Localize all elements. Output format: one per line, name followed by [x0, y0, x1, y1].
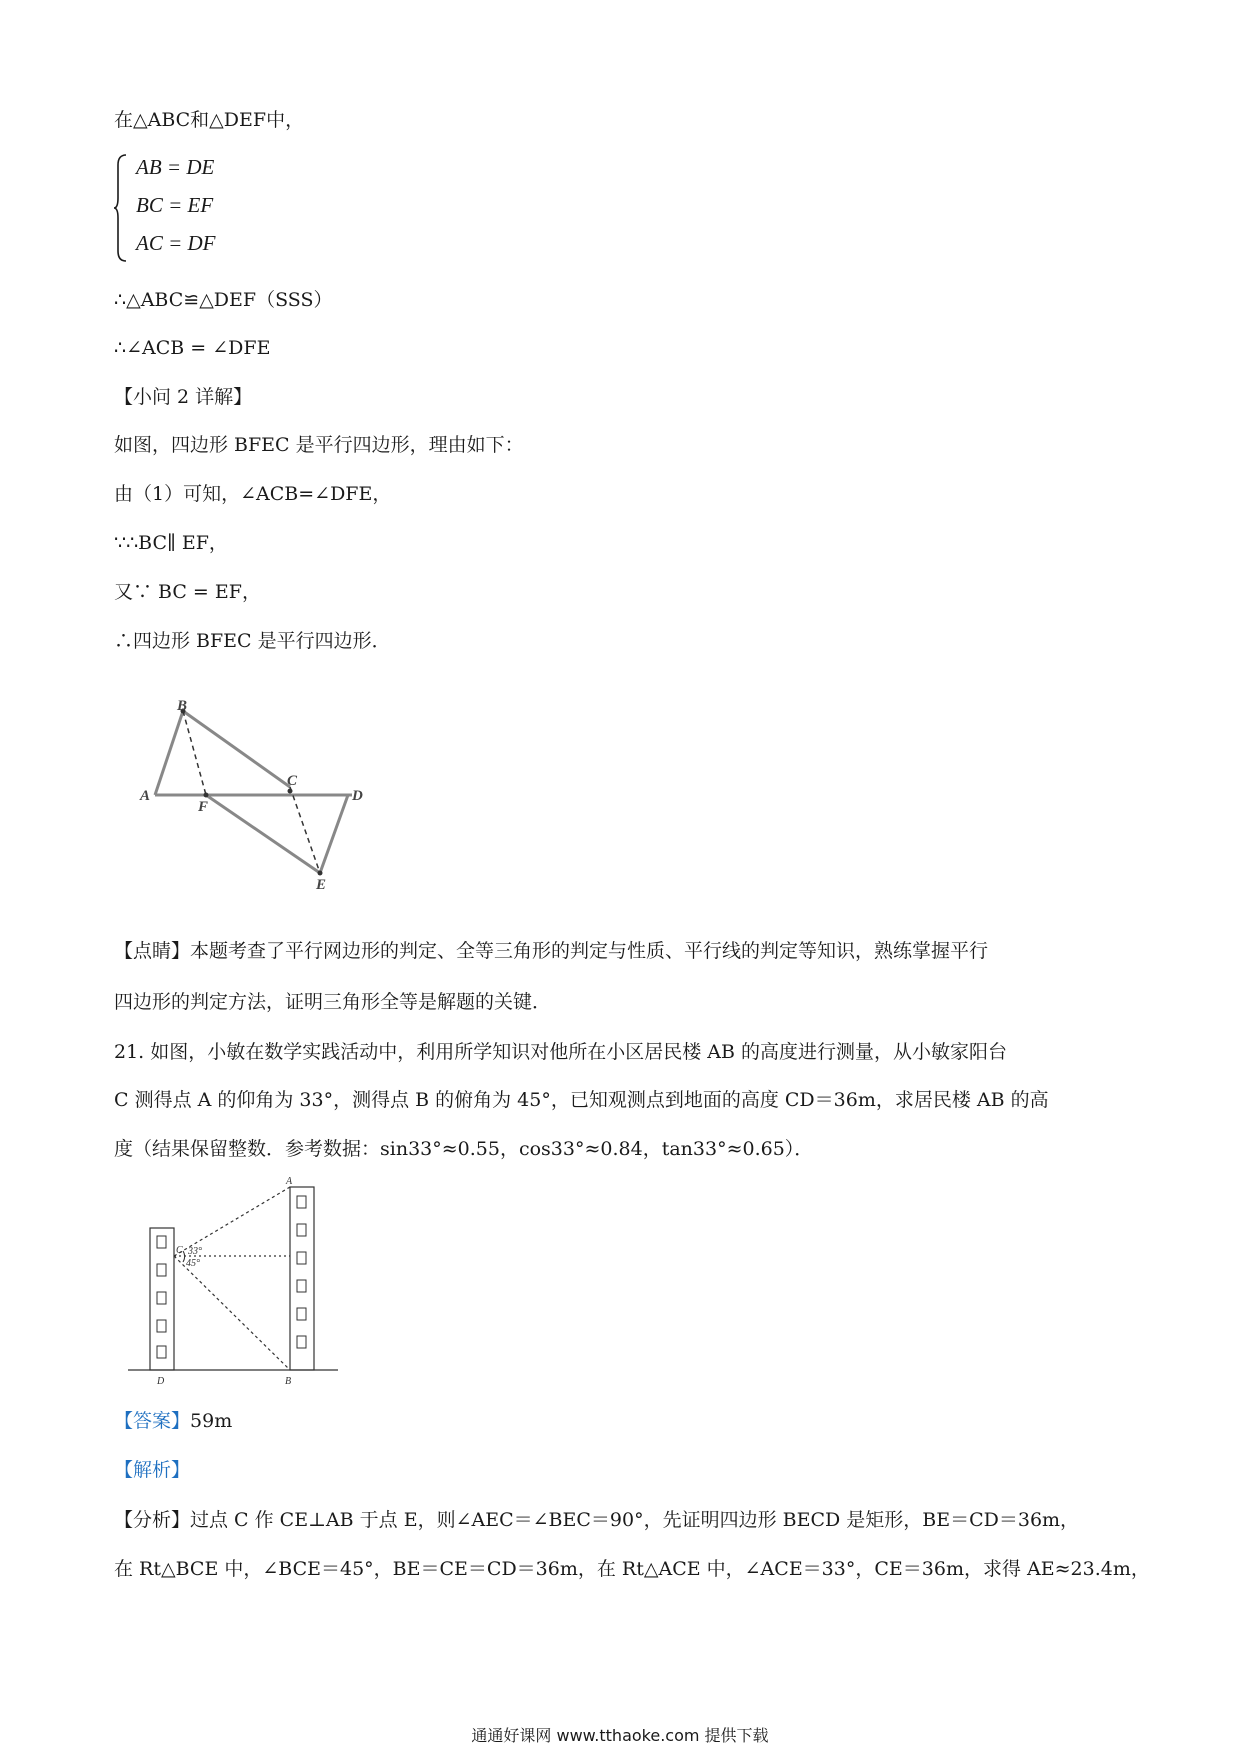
analysis-line: 【分析】过点 C 作 CE⊥AB 于点 E，则∠AEC＝∠BEC＝90°，先证明四边形 BECD 是矩形，BE＝CD＝36m，: [114, 1509, 1080, 1531]
answer-line: [114, 1409, 232, 1433]
analysis-tag: 【解析】: [114, 1459, 191, 1481]
label-B: B: [177, 698, 188, 714]
text-line: ∵∴BC∥ EF，: [114, 532, 228, 554]
text-line: 又∵ BC = EF，: [114, 581, 261, 603]
angle-33-label: 33°: [188, 1246, 202, 1257]
text-line: 在△ABC和△DEF中，: [114, 109, 305, 131]
label-A: A: [140, 788, 151, 804]
brace: [114, 153, 128, 263]
section-heading: 【小问 2 详解】: [114, 386, 253, 408]
question-line: 度（结果保留整数．参考数据：sin33°≈0.55，cos33°≈0.84，tan33°≈0.65）．: [114, 1138, 814, 1160]
text-line: ∴△ABC≌△DEF（SSS）: [114, 289, 333, 311]
text-line: 如图，四边形 BFEC 是平行四边形，理由如下：: [114, 434, 524, 456]
text-line: ∴四边形 BFEC 是平行四边形．: [114, 630, 391, 652]
answer-tag: 【答案】: [114, 1410, 191, 1432]
comment-line: 四边形的判定方法，证明三角形全等是解题的关键．: [114, 991, 552, 1013]
comment-line: 【点睛】本题考查了平行网边形的判定、全等三角形的判定与性质、平行线的判定等知识，熟练掌握平行: [114, 940, 989, 962]
label-F: F: [198, 799, 209, 815]
label-E: E: [316, 877, 327, 893]
text-line: 由（1）可知，∠ACB=∠DFE，: [114, 483, 392, 505]
equation-1: AB = DE: [136, 155, 215, 179]
analysis-line: 在 Rt△BCE 中，∠BCE＝45°，BE＝CE＝CD＝36m，在 Rt△ACE 中，∠ACE＝33°，CE＝36m，求得 AE≈23.4m，: [114, 1558, 1150, 1580]
label-A: A: [286, 1176, 293, 1187]
label-D: D: [352, 788, 363, 804]
angle-45-label: 45°: [186, 1258, 200, 1269]
answer-value: 59m: [190, 1410, 233, 1432]
label-C: C: [287, 773, 298, 789]
equation-2: BC = EF: [136, 193, 214, 217]
question-line: C 测得点 A 的仰角为 33°，测得点 B 的俯角为 45°，已知观测点到地面的高度 CD＝36m，求居民楼 AB 的高: [114, 1089, 1049, 1111]
question-line: 21. 如图，小敏在数学实践活动中，利用所学知识对他所在小区居民楼 AB 的高度进行测量，从小敏家阳台: [114, 1041, 1008, 1063]
geometry-figure-1: [130, 695, 380, 895]
equation-3: AC = DF: [136, 231, 216, 255]
label-B: B: [285, 1376, 292, 1387]
text-line: ∴∠ACB = ∠DFE: [114, 337, 271, 359]
geometry-figure-2: [120, 1172, 345, 1387]
label-D: D: [157, 1376, 165, 1387]
label-C: C: [176, 1245, 183, 1256]
page-footer: 通通好课网 www.tthaoke.com 提供下载: [471, 1726, 769, 1745]
